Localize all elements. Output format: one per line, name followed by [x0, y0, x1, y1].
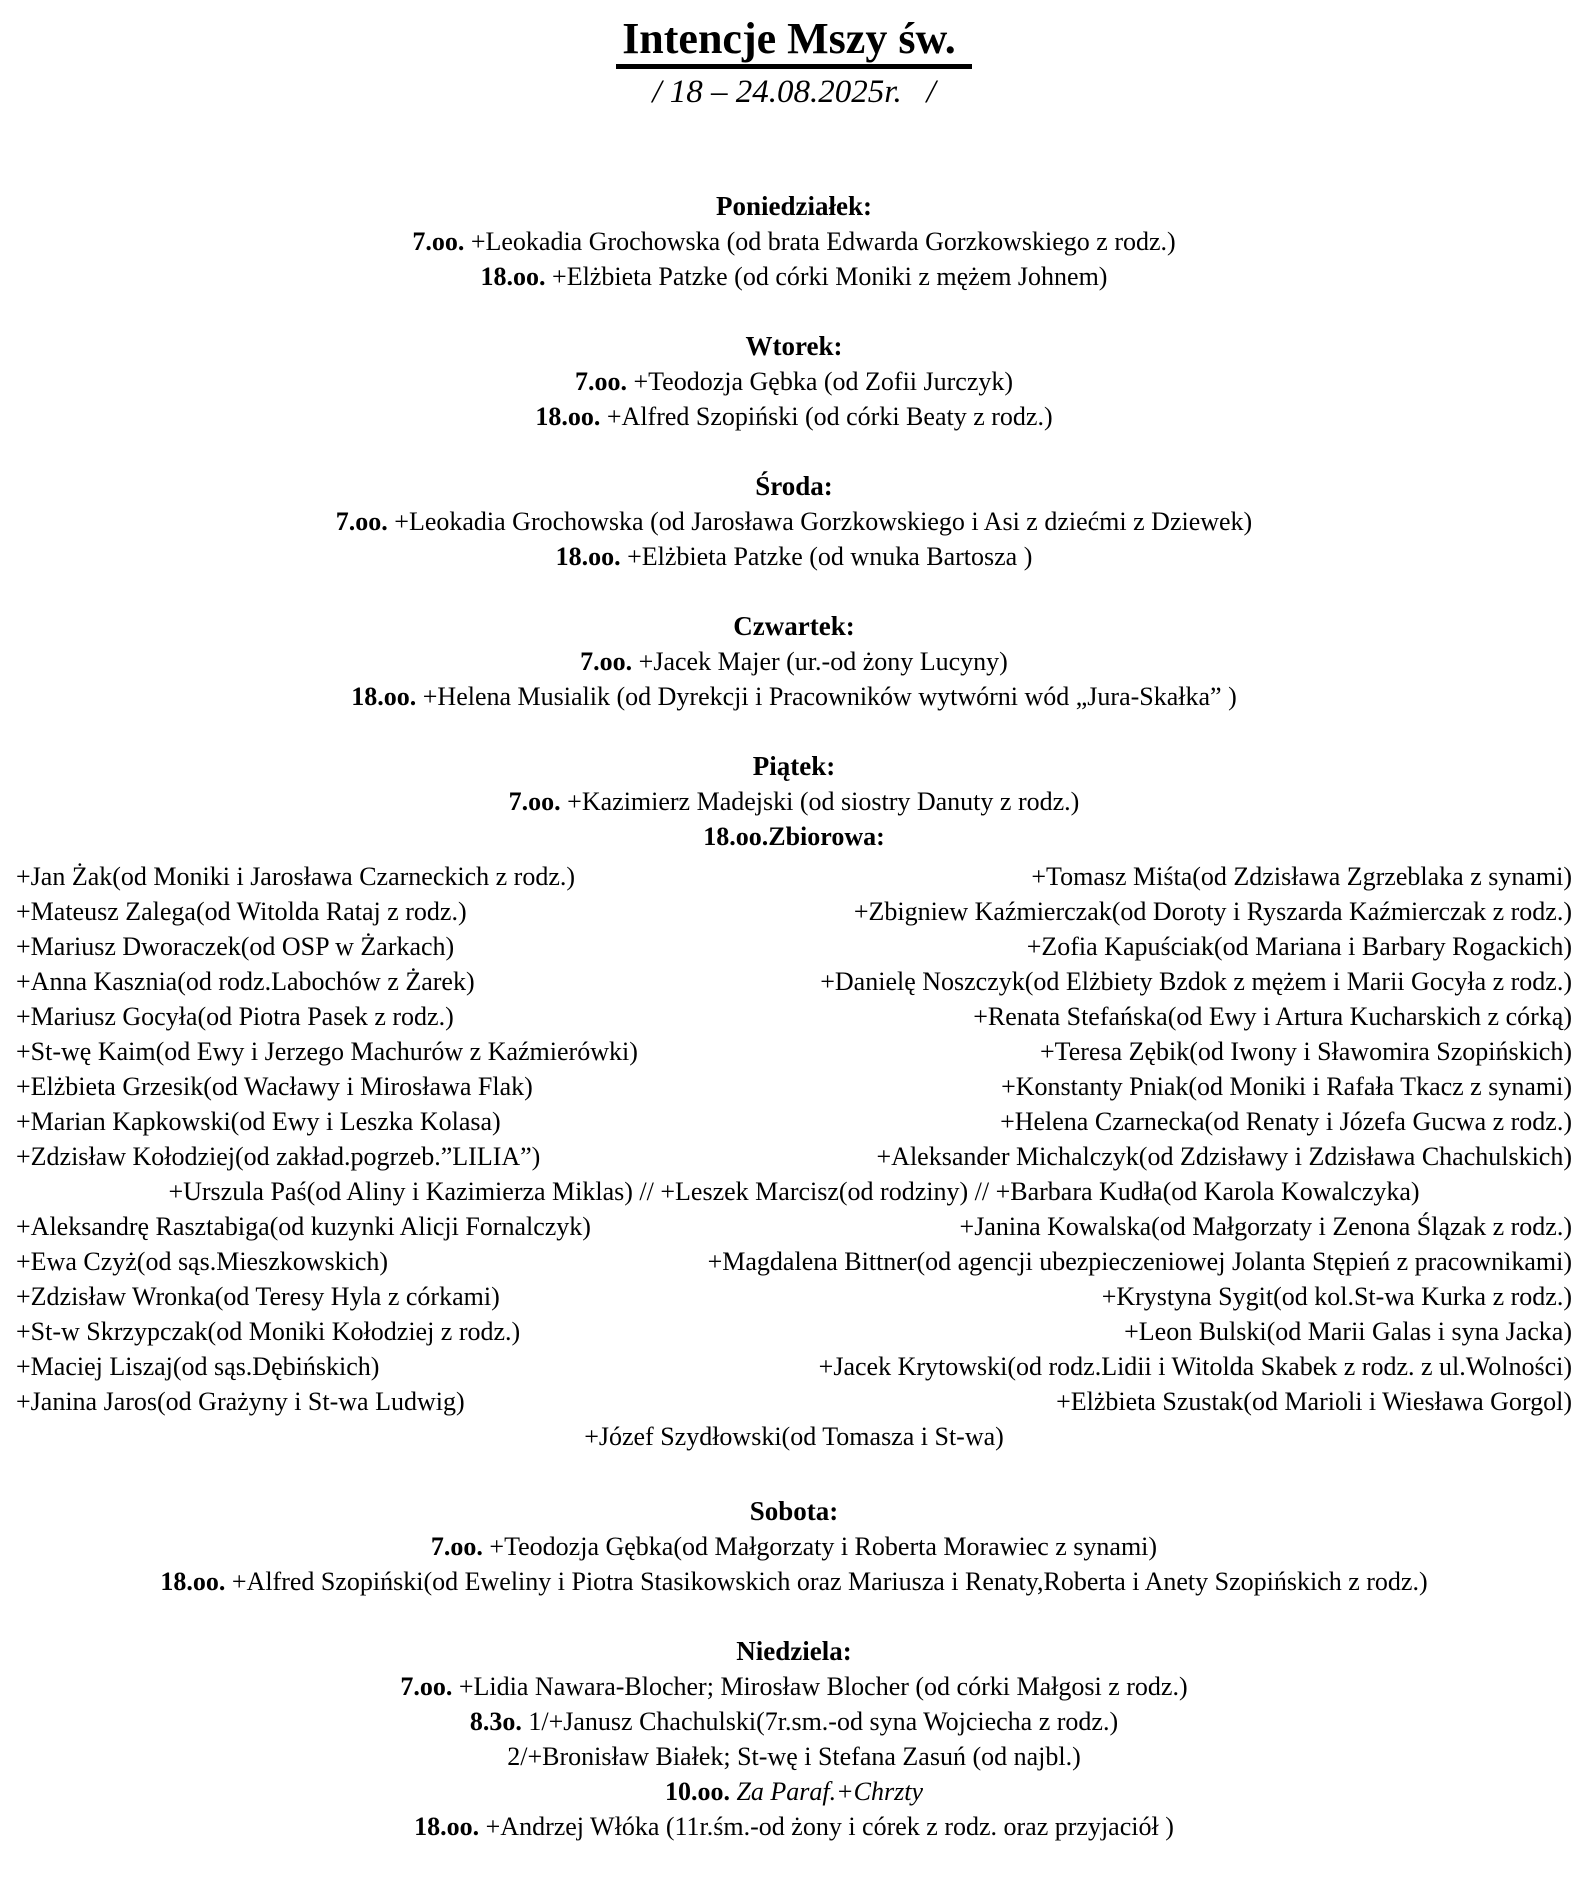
mass-text: +Kazimierz Madejski (od siostry Danuty z rodz.): [567, 787, 1080, 817]
collective-row: [16, 1244, 1572, 1279]
intention: +Teresa Zębik(od Iwony i Sławomira Szopińskich): [1040, 1037, 1572, 1067]
day-wednesday: [16, 469, 1572, 574]
day-header: Środa:: [755, 471, 833, 502]
intention: +Aleksandrę Rasztabiga(od kuzynki Alicji Fornalczyk): [16, 1212, 591, 1242]
mass-time: 18.oo.: [535, 402, 601, 432]
intention: +Helena Czarnecka(od Renaty i Józefa Gucwa z rodz.): [1000, 1107, 1572, 1137]
mass-text: +Helena Musialik (od Dyrekcji i Pracowników wytwórni wód „Jura-Skałka” ): [422, 682, 1237, 712]
mass-time: 7.oo.: [574, 367, 627, 397]
mass-text: +Alfred Szopiński (od córki Beaty z rodz.): [606, 402, 1053, 432]
collective-row: [16, 859, 1572, 894]
day-thursday: [16, 609, 1572, 714]
collective-row: [16, 1279, 1572, 1314]
mass-line: [16, 784, 1572, 819]
mass-line: [16, 1669, 1572, 1704]
intention: +Józef Szydłowski(od Tomasza i St-wa): [584, 1422, 1004, 1452]
intention: +Jacek Krytowski(od rodz.Lidii i Witolda Skabek z rodz. z ul.Wolności): [818, 1352, 1572, 1382]
day-sunday: [16, 1634, 1572, 1844]
collective-row: [16, 1349, 1572, 1384]
intention: +Elżbieta Grzesik(od Wacławy i Mirosława Flak): [16, 1072, 533, 1102]
intention: +Konstanty Pniak(od Moniki i Rafała Tkacz z synami): [1001, 1072, 1572, 1102]
intention: +Leon Bulski(od Marii Galas i syna Jacka): [1124, 1317, 1572, 1347]
mass-text: +Teodozja Gębka (od Zofii Jurczyk): [633, 367, 1014, 397]
collective-row: [16, 1174, 1572, 1209]
mass-time: 7.oo.: [508, 787, 561, 817]
collective-row: [16, 1209, 1572, 1244]
intention: +Zdzisław Wronka(od Teresy Hyla z córkami): [16, 1282, 500, 1312]
mass-text: 2/+Bronisław Białek; St-wę i Stefana Zasuń (od najbl.): [507, 1742, 1081, 1772]
mass-line: [16, 679, 1572, 714]
intention: +Tomasz Miśta(od Zdzisława Zgrzeblaka z synami): [1031, 862, 1572, 892]
intention: +St-w Skrzypczak(od Moniki Kołodziej z rodz.): [16, 1317, 521, 1347]
mass-time: 18.oo.: [160, 1567, 226, 1597]
mass-time: 7.oo.: [580, 647, 633, 677]
mass-line: [16, 259, 1572, 294]
intention: +Mateusz Zalega(od Witolda Rataj z rodz.): [16, 897, 467, 927]
collective-row: [16, 1314, 1572, 1349]
page-title: Intencje Mszy św.: [616, 14, 972, 69]
mass-time: 18.oo.: [351, 682, 417, 712]
collective-row: [16, 964, 1572, 999]
mass-line: [16, 1529, 1572, 1564]
day-friday: [16, 749, 1572, 854]
mass-text: +Leokadia Grochowska (od brata Edwarda Gorzkowskiego z rodz.): [470, 227, 1176, 257]
day-header: Niedziela:: [736, 1636, 852, 1667]
mass-line: [16, 1809, 1572, 1844]
mass-text: Za Paraf.+Chrzty: [736, 1777, 924, 1807]
intention: +St-wę Kaim(od Ewy i Jerzego Machurów z Kaźmierówki): [16, 1037, 638, 1067]
collective-row: [16, 1419, 1572, 1454]
mass-line: [16, 1774, 1572, 1809]
day-header: Poniedziałek:: [716, 191, 872, 222]
collective-row: [16, 1069, 1572, 1104]
intention: +Jan Żak(od Moniki i Jarosława Czarneckich z rodz.): [16, 862, 576, 892]
mass-line: [16, 504, 1572, 539]
intention: +Zofia Kapuściak(od Mariana i Barbary Rogackich): [1026, 932, 1572, 962]
intention: +Magdalena Bittner(od agencji ubezpieczeniowej Jolanta Stępień z pracownikami): [707, 1247, 1572, 1277]
mass-text: 1/+Janusz Chachulski(7r.sm.-od syna Wojciecha z rodz.): [528, 1707, 1119, 1737]
mass-line: [16, 1739, 1572, 1774]
day-saturday: [16, 1494, 1572, 1599]
mass-time: 7.oo.: [430, 1532, 483, 1562]
day-header: Piątek:: [752, 751, 836, 782]
mass-time: 7.oo.: [400, 1672, 453, 1702]
collective-row: [16, 1034, 1572, 1069]
mass-time: 7.oo.: [412, 227, 465, 257]
collective-heading: 18.oo.Zbiorowa:: [703, 822, 885, 852]
intention: +Urszula Paś(od Aliny i Kazimierza Miklas) // +Leszek Marcisz(od rodziny) // +Barbara Kudła(od Karola Kowalczyka): [168, 1177, 1420, 1207]
day-header: Wtorek:: [745, 331, 843, 362]
mass-time: 7.oo.: [335, 507, 388, 537]
mass-line: [16, 364, 1572, 399]
mass-time: 18.oo.: [480, 262, 546, 292]
mass-text: +Lidia Nawara-Blocher; Mirosław Blocher (od córki Małgosi z rodz.): [458, 1672, 1188, 1702]
intention: +Anna Kasznia(od rodz.Labochów z Żarek): [16, 967, 475, 997]
mass-text: +Andrzej Włóka (11r.śm.-od żony i córek z rodz. oraz przyjaciół ): [485, 1812, 1174, 1842]
intention: +Renata Stefańska(od Ewy i Artura Kucharskich z córką): [973, 1002, 1572, 1032]
intention: +Mariusz Gocyła(od Piotra Pasek z rodz.): [16, 1002, 454, 1032]
day-header: Sobota:: [749, 1496, 839, 1527]
collective-row: [16, 1104, 1572, 1139]
mass-text: +Jacek Majer (ur.-od żony Lucyny): [638, 647, 1008, 677]
intention: +Elżbieta Szustak(od Marioli i Wiesława Gorgol): [1056, 1387, 1572, 1417]
intention: +Janina Kowalska(od Małgorzaty i Zenona Ślązak z rodz.): [959, 1212, 1572, 1242]
mass-line: [16, 1704, 1572, 1739]
title-row: [16, 14, 1572, 69]
intention: +Maciej Liszaj(od sąs.Dębińskich): [16, 1352, 380, 1382]
intention: +Zbigniew Kaźmierczak(od Doroty i Ryszarda Kaźmierczak z rodz.): [853, 897, 1572, 927]
mass-line: [16, 224, 1572, 259]
day-header: Czwartek:: [733, 611, 855, 642]
intention: +Zdzisław Kołodziej(od zakład.pogrzeb.”LILIA”): [16, 1142, 541, 1172]
mass-text: +Teodozja Gębka(od Małgorzaty i Roberta Morawiec z synami): [489, 1532, 1158, 1562]
collective-row: [16, 999, 1572, 1034]
mass-line: [16, 644, 1572, 679]
collective-row: [16, 1384, 1572, 1419]
day-monday: [16, 189, 1572, 294]
intention: +Aleksander Michalczyk(od Zdzisławy i Zdzisława Chachulskich): [876, 1142, 1572, 1172]
collective-row: [16, 929, 1572, 964]
intention: +Danielę Noszczyk(od Elżbiety Bzdok z mężem i Marii Gocyła z rodz.): [820, 967, 1572, 997]
intention: +Mariusz Dworaczek(od OSP w Żarkach): [16, 932, 455, 962]
mass-text: +Leokadia Grochowska (od Jarosława Gorzkowskiego i Asi z dziećmi z Dziewek): [394, 507, 1253, 537]
mass-line: [16, 539, 1572, 574]
mass-line: [16, 399, 1572, 434]
mass-line: [16, 1564, 1572, 1599]
collective-mass-list: [16, 859, 1572, 1454]
mass-text: +Elżbieta Patzke (od wnuka Bartosza ): [627, 542, 1033, 572]
intention: +Ewa Czyż(od sąs.Mieszkowskich): [16, 1247, 389, 1277]
mass-time: 18.oo.: [414, 1812, 480, 1842]
mass-time: 8.3o.: [469, 1707, 522, 1737]
mass-text: +Alfred Szopiński(od Eweliny i Piotra Stasikowskich oraz Mariusza i Renaty,Roberta i Anety Szopińskich z rodz.): [231, 1567, 1428, 1597]
collective-row: [16, 894, 1572, 929]
intention: +Krystyna Sygit(od kol.St-wa Kurka z rodz.): [1101, 1282, 1572, 1312]
collective-row: [16, 1139, 1572, 1174]
intention: +Marian Kapkowski(od Ewy i Leszka Kolasa): [16, 1107, 501, 1137]
mass-text: +Elżbieta Patzke (od córki Moniki z mężem Johnem): [552, 262, 1108, 292]
mass-time: 10.oo.: [664, 1777, 730, 1807]
intention: +Janina Jaros(od Grażyny i St-wa Ludwig): [16, 1387, 465, 1417]
mass-time: 18.oo.: [555, 542, 621, 572]
date-range: / 18 – 24.08.2025r. /: [652, 74, 936, 111]
day-tuesday: [16, 329, 1572, 434]
